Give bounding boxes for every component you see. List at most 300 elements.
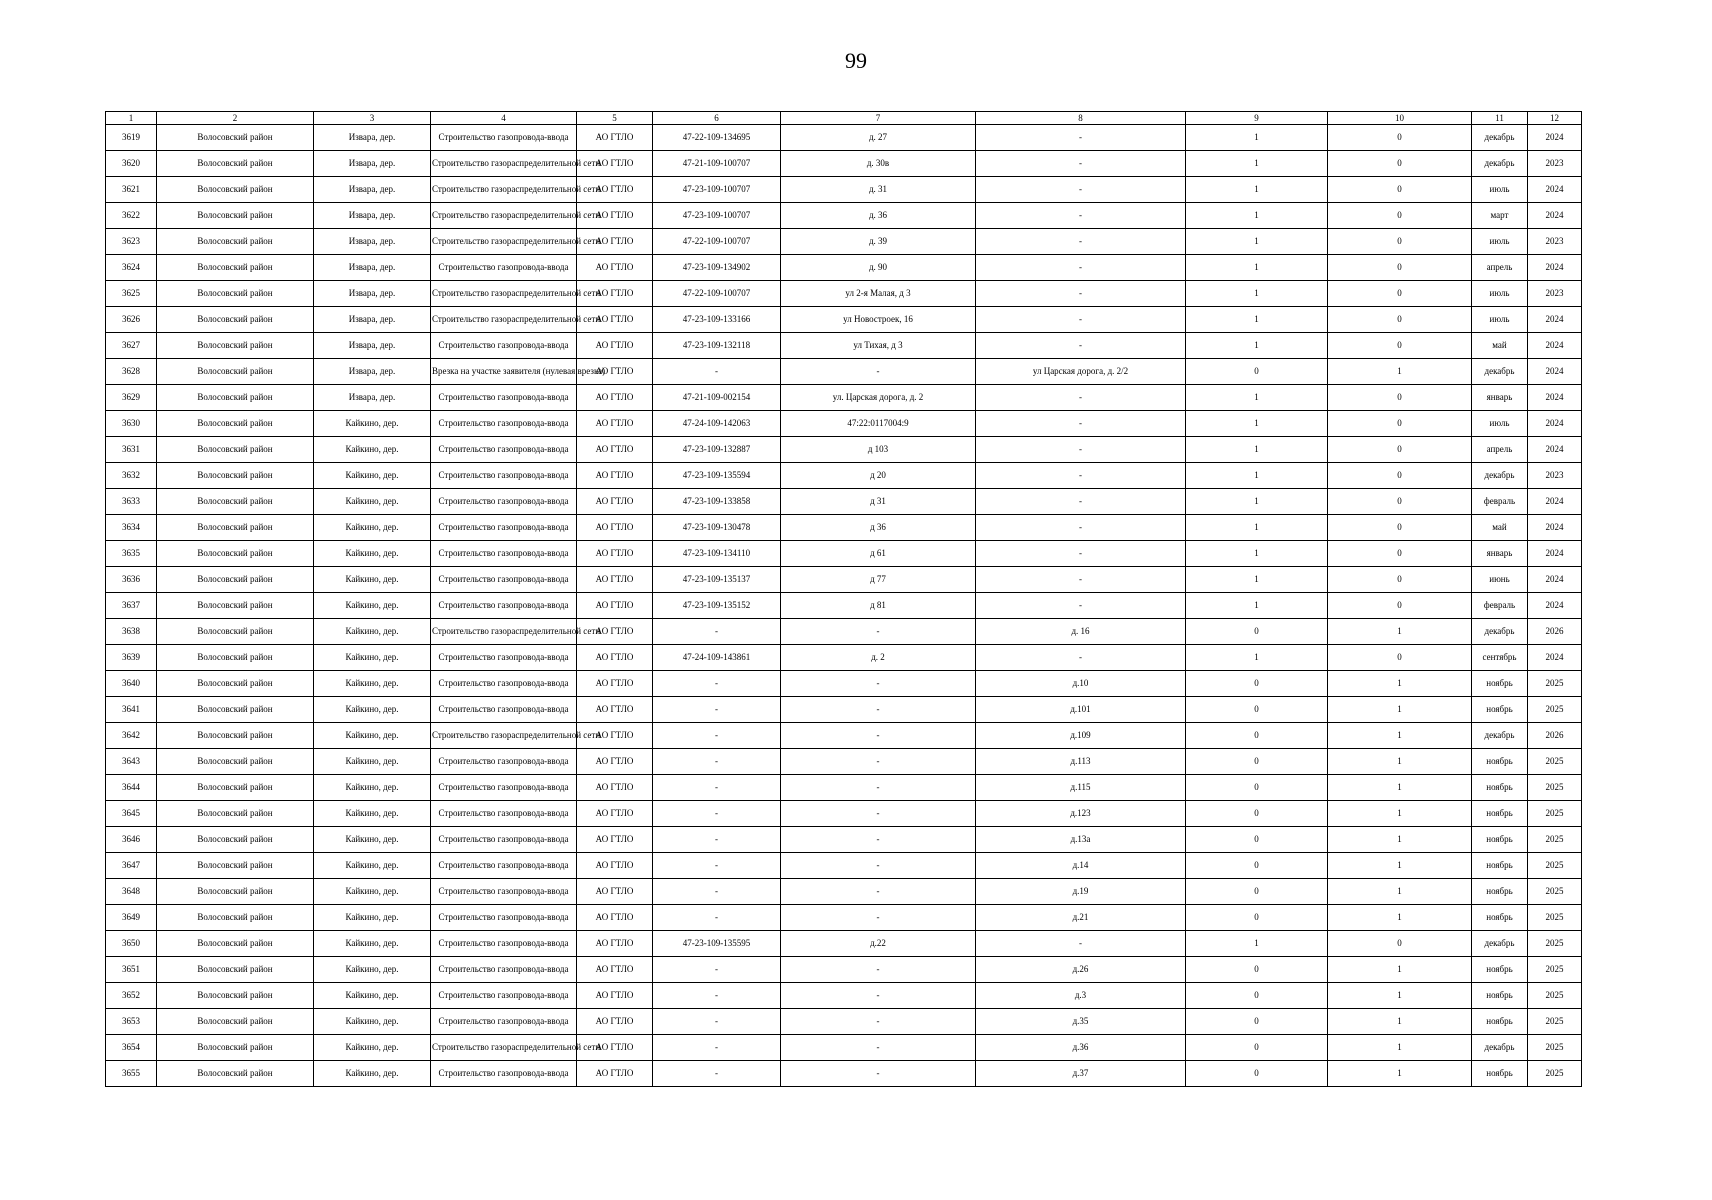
district-cell: Волосовский район — [157, 1009, 314, 1035]
year-cell: 2025 — [1528, 801, 1582, 827]
settlement-cell: Извара, дер. — [314, 255, 431, 281]
table-row — [106, 853, 1582, 879]
count-b-cell: 0 — [1328, 931, 1472, 957]
district-cell: Волосовский район — [157, 593, 314, 619]
count-b-cell: 1 — [1328, 957, 1472, 983]
settlement-cell: Кайкино, дер. — [314, 593, 431, 619]
object-address-cell: д 77 — [781, 567, 976, 593]
settlement-cell: Кайкино, дер. — [314, 801, 431, 827]
settlement-cell: Извара, дер. — [314, 307, 431, 333]
organization-cell: АО ГТЛО — [577, 983, 653, 1009]
settlement-cell: Извара, дер. — [314, 125, 431, 151]
work-type-cell: Строительство газораспределительной сети — [431, 619, 577, 645]
table-row — [106, 307, 1582, 333]
month-cell: май — [1472, 515, 1528, 541]
planned-address-cell: д.115 — [976, 775, 1186, 801]
settlement-cell: Кайкино, дер. — [314, 827, 431, 853]
district-cell: Волосовский район — [157, 255, 314, 281]
month-cell: январь — [1472, 385, 1528, 411]
row-number-cell: 3642 — [106, 723, 157, 749]
count-a-cell: 1 — [1186, 177, 1328, 203]
row-number-cell: 3652 — [106, 983, 157, 1009]
count-b-cell: 1 — [1328, 801, 1472, 827]
object-address-cell: - — [781, 1035, 976, 1061]
table-row — [106, 645, 1582, 671]
count-a-cell: 1 — [1186, 229, 1328, 255]
object-address-cell: ул Тихая, д 3 — [781, 333, 976, 359]
row-number-cell: 3624 — [106, 255, 157, 281]
settlement-cell: Кайкино, дер. — [314, 645, 431, 671]
work-type-cell: Строительство газопровода-ввода — [431, 905, 577, 931]
object-address-cell: - — [781, 983, 976, 1009]
settlement-cell: Извара, дер. — [314, 151, 431, 177]
cadastral-id-cell: - — [653, 775, 781, 801]
planned-address-cell: - — [976, 385, 1186, 411]
count-b-cell: 0 — [1328, 255, 1472, 281]
table-row — [106, 801, 1582, 827]
settlement-cell: Кайкино, дер. — [314, 853, 431, 879]
year-cell: 2026 — [1528, 619, 1582, 645]
count-b-cell: 0 — [1328, 281, 1472, 307]
month-cell: декабрь — [1472, 125, 1528, 151]
column-header: 8 — [976, 112, 1186, 125]
cadastral-id-cell: 47-21-109-002154 — [653, 385, 781, 411]
district-cell: Волосовский район — [157, 541, 314, 567]
month-cell: ноябрь — [1472, 1009, 1528, 1035]
count-a-cell: 0 — [1186, 957, 1328, 983]
planned-address-cell: - — [976, 177, 1186, 203]
organization-cell: АО ГТЛО — [577, 437, 653, 463]
work-type-cell: Строительство газопровода-ввода — [431, 463, 577, 489]
settlement-cell: Кайкино, дер. — [314, 437, 431, 463]
year-cell: 2025 — [1528, 931, 1582, 957]
year-cell: 2025 — [1528, 983, 1582, 1009]
object-address-cell: - — [781, 619, 976, 645]
table-row — [106, 879, 1582, 905]
count-a-cell: 1 — [1186, 593, 1328, 619]
object-address-cell: - — [781, 1009, 976, 1035]
object-address-cell: - — [781, 697, 976, 723]
planned-address-cell: д.123 — [976, 801, 1186, 827]
planned-address-cell: - — [976, 203, 1186, 229]
cadastral-id-cell: - — [653, 801, 781, 827]
column-header: 9 — [1186, 112, 1328, 125]
count-a-cell: 0 — [1186, 775, 1328, 801]
month-cell: июль — [1472, 411, 1528, 437]
settlement-cell: Кайкино, дер. — [314, 697, 431, 723]
settlement-cell: Кайкино, дер. — [314, 905, 431, 931]
organization-cell: АО ГТЛО — [577, 333, 653, 359]
work-type-cell: Строительство газопровода-ввода — [431, 775, 577, 801]
count-a-cell: 1 — [1186, 567, 1328, 593]
organization-cell: АО ГТЛО — [577, 697, 653, 723]
work-type-cell: Строительство газопровода-ввода — [431, 697, 577, 723]
district-cell: Волосовский район — [157, 801, 314, 827]
table-row — [106, 463, 1582, 489]
row-number-cell: 3630 — [106, 411, 157, 437]
month-cell: ноябрь — [1472, 905, 1528, 931]
count-a-cell: 1 — [1186, 411, 1328, 437]
column-header: 6 — [653, 112, 781, 125]
district-cell: Волосовский район — [157, 905, 314, 931]
row-number-cell: 3619 — [106, 125, 157, 151]
organization-cell: АО ГТЛО — [577, 463, 653, 489]
settlement-cell: Кайкино, дер. — [314, 775, 431, 801]
district-cell: Волосовский район — [157, 125, 314, 151]
cadastral-id-cell: - — [653, 853, 781, 879]
count-a-cell: 0 — [1186, 723, 1328, 749]
planned-address-cell: д.19 — [976, 879, 1186, 905]
planned-address-cell: д.109 — [976, 723, 1186, 749]
row-number-cell: 3648 — [106, 879, 157, 905]
work-type-cell: Строительство газораспределительной сети — [431, 203, 577, 229]
cadastral-id-cell: - — [653, 983, 781, 1009]
work-type-cell: Строительство газопровода-ввода — [431, 645, 577, 671]
row-number-cell: 3646 — [106, 827, 157, 853]
count-a-cell: 0 — [1186, 879, 1328, 905]
year-cell: 2024 — [1528, 385, 1582, 411]
row-number-cell: 3654 — [106, 1035, 157, 1061]
row-number-cell: 3631 — [106, 437, 157, 463]
district-cell: Волосовский район — [157, 411, 314, 437]
work-type-cell: Строительство газопровода-ввода — [431, 749, 577, 775]
district-cell: Волосовский район — [157, 437, 314, 463]
count-a-cell: 1 — [1186, 281, 1328, 307]
month-cell: апрель — [1472, 255, 1528, 281]
count-b-cell: 0 — [1328, 541, 1472, 567]
district-cell: Волосовский район — [157, 645, 314, 671]
organization-cell: АО ГТЛО — [577, 151, 653, 177]
year-cell: 2023 — [1528, 151, 1582, 177]
count-a-cell: 0 — [1186, 1009, 1328, 1035]
count-b-cell: 0 — [1328, 437, 1472, 463]
organization-cell: АО ГТЛО — [577, 281, 653, 307]
count-b-cell: 0 — [1328, 489, 1472, 515]
cadastral-id-cell: - — [653, 905, 781, 931]
count-a-cell: 0 — [1186, 359, 1328, 385]
row-number-cell: 3650 — [106, 931, 157, 957]
count-b-cell: 1 — [1328, 905, 1472, 931]
object-address-cell: - — [781, 957, 976, 983]
planned-address-cell: - — [976, 489, 1186, 515]
object-address-cell: д 61 — [781, 541, 976, 567]
count-a-cell: 1 — [1186, 255, 1328, 281]
organization-cell: АО ГТЛО — [577, 515, 653, 541]
settlement-cell: Кайкино, дер. — [314, 957, 431, 983]
district-cell: Волосовский район — [157, 229, 314, 255]
object-address-cell: д. 2 — [781, 645, 976, 671]
row-number-cell: 3634 — [106, 515, 157, 541]
district-cell: Волосовский район — [157, 853, 314, 879]
table-row — [106, 775, 1582, 801]
table-row — [106, 385, 1582, 411]
month-cell: ноябрь — [1472, 1061, 1528, 1087]
work-type-cell: Строительство газопровода-ввода — [431, 957, 577, 983]
count-a-cell: 0 — [1186, 619, 1328, 645]
cadastral-id-cell: 47-21-109-100707 — [653, 151, 781, 177]
count-b-cell: 1 — [1328, 723, 1472, 749]
table-row — [106, 229, 1582, 255]
count-b-cell: 1 — [1328, 983, 1472, 1009]
settlement-cell: Кайкино, дер. — [314, 1035, 431, 1061]
district-cell: Волосовский район — [157, 1035, 314, 1061]
planned-address-cell: д.21 — [976, 905, 1186, 931]
district-cell: Волосовский район — [157, 359, 314, 385]
settlement-cell: Кайкино, дер. — [314, 515, 431, 541]
year-cell: 2024 — [1528, 489, 1582, 515]
year-cell: 2024 — [1528, 333, 1582, 359]
table-row — [106, 983, 1582, 1009]
district-cell: Волосовский район — [157, 957, 314, 983]
settlement-cell: Кайкино, дер. — [314, 879, 431, 905]
district-cell: Волосовский район — [157, 567, 314, 593]
row-number-cell: 3643 — [106, 749, 157, 775]
planned-address-cell: д. 16 — [976, 619, 1186, 645]
organization-cell: АО ГТЛО — [577, 801, 653, 827]
count-a-cell: 1 — [1186, 489, 1328, 515]
settlement-cell: Кайкино, дер. — [314, 619, 431, 645]
object-address-cell: - — [781, 775, 976, 801]
cadastral-id-cell: - — [653, 957, 781, 983]
district-cell: Волосовский район — [157, 151, 314, 177]
month-cell: май — [1472, 333, 1528, 359]
organization-cell: АО ГТЛО — [577, 385, 653, 411]
object-address-cell: - — [781, 359, 976, 385]
count-a-cell: 1 — [1186, 463, 1328, 489]
object-address-cell: д.22 — [781, 931, 976, 957]
year-cell: 2025 — [1528, 853, 1582, 879]
district-cell: Волосовский район — [157, 515, 314, 541]
work-type-cell: Строительство газораспределительной сети — [431, 307, 577, 333]
cadastral-id-cell: 47-23-109-135594 — [653, 463, 781, 489]
year-cell: 2025 — [1528, 905, 1582, 931]
work-type-cell: Строительство газораспределительной сети — [431, 723, 577, 749]
district-cell: Волосовский район — [157, 827, 314, 853]
column-header: 12 — [1528, 112, 1582, 125]
row-number-cell: 3649 — [106, 905, 157, 931]
month-cell: ноябрь — [1472, 879, 1528, 905]
planned-address-cell: д.14 — [976, 853, 1186, 879]
year-cell: 2025 — [1528, 697, 1582, 723]
cadastral-id-cell: 47-22-109-134695 — [653, 125, 781, 151]
organization-cell: АО ГТЛО — [577, 749, 653, 775]
work-type-cell: Строительство газопровода-ввода — [431, 879, 577, 905]
row-number-cell: 3653 — [106, 1009, 157, 1035]
organization-cell: АО ГТЛО — [577, 853, 653, 879]
table-row — [106, 593, 1582, 619]
settlement-cell: Извара, дер. — [314, 281, 431, 307]
month-cell: ноябрь — [1472, 775, 1528, 801]
planned-address-cell: - — [976, 125, 1186, 151]
district-cell: Волосовский район — [157, 671, 314, 697]
count-a-cell: 1 — [1186, 333, 1328, 359]
count-b-cell: 1 — [1328, 1035, 1472, 1061]
cadastral-id-cell: 47-23-109-134110 — [653, 541, 781, 567]
table-row — [106, 1009, 1582, 1035]
row-number-cell: 3627 — [106, 333, 157, 359]
column-number-row — [106, 112, 1582, 125]
object-address-cell: - — [781, 1061, 976, 1087]
planned-address-cell: - — [976, 541, 1186, 567]
planned-address-cell: д.101 — [976, 697, 1186, 723]
table-row — [106, 957, 1582, 983]
month-cell: июль — [1472, 281, 1528, 307]
cadastral-id-cell: 47-24-109-143861 — [653, 645, 781, 671]
planned-address-cell: д.3 — [976, 983, 1186, 1009]
count-a-cell: 1 — [1186, 385, 1328, 411]
cadastral-id-cell: - — [653, 359, 781, 385]
table-row — [106, 749, 1582, 775]
cadastral-id-cell: 47-23-109-133858 — [653, 489, 781, 515]
month-cell: апрель — [1472, 437, 1528, 463]
cadastral-id-cell: 47-23-109-100707 — [653, 177, 781, 203]
planned-address-cell: - — [976, 411, 1186, 437]
row-number-cell: 3637 — [106, 593, 157, 619]
column-header: 11 — [1472, 112, 1528, 125]
cadastral-id-cell: - — [653, 723, 781, 749]
count-b-cell: 1 — [1328, 1061, 1472, 1087]
cadastral-id-cell: 47-23-109-135152 — [653, 593, 781, 619]
table-row — [106, 281, 1582, 307]
year-cell: 2025 — [1528, 827, 1582, 853]
count-b-cell: 0 — [1328, 645, 1472, 671]
table-row — [106, 177, 1582, 203]
count-a-cell: 1 — [1186, 541, 1328, 567]
district-cell: Волосовский район — [157, 385, 314, 411]
month-cell: ноябрь — [1472, 957, 1528, 983]
organization-cell: АО ГТЛО — [577, 775, 653, 801]
settlement-cell: Кайкино, дер. — [314, 749, 431, 775]
planned-address-cell: - — [976, 307, 1186, 333]
table-row — [106, 151, 1582, 177]
year-cell: 2025 — [1528, 1035, 1582, 1061]
year-cell: 2025 — [1528, 1061, 1582, 1087]
cadastral-id-cell: - — [653, 749, 781, 775]
planned-address-cell: - — [976, 645, 1186, 671]
settlement-cell: Извара, дер. — [314, 177, 431, 203]
organization-cell: АО ГТЛО — [577, 593, 653, 619]
planned-address-cell: д.36 — [976, 1035, 1186, 1061]
year-cell: 2023 — [1528, 463, 1582, 489]
month-cell: январь — [1472, 541, 1528, 567]
work-type-cell: Строительство газопровода-ввода — [431, 541, 577, 567]
row-number-cell: 3645 — [106, 801, 157, 827]
organization-cell: АО ГТЛО — [577, 671, 653, 697]
row-number-cell: 3623 — [106, 229, 157, 255]
object-address-cell: д. 36 — [781, 203, 976, 229]
district-cell: Волосовский район — [157, 879, 314, 905]
settlement-cell: Извара, дер. — [314, 385, 431, 411]
object-address-cell: д. 39 — [781, 229, 976, 255]
month-cell: ноябрь — [1472, 983, 1528, 1009]
planned-address-cell: - — [976, 151, 1186, 177]
cadastral-id-cell: 47-23-109-132118 — [653, 333, 781, 359]
count-b-cell: 0 — [1328, 333, 1472, 359]
work-type-cell: Строительство газораспределительной сети — [431, 1035, 577, 1061]
settlement-cell: Извара, дер. — [314, 333, 431, 359]
cadastral-id-cell: 47-23-109-100707 — [653, 203, 781, 229]
year-cell: 2024 — [1528, 567, 1582, 593]
object-address-cell: д 103 — [781, 437, 976, 463]
work-type-cell: Строительство газопровода-ввода — [431, 827, 577, 853]
object-address-cell: д 36 — [781, 515, 976, 541]
organization-cell: АО ГТЛО — [577, 229, 653, 255]
table-row — [106, 619, 1582, 645]
settlement-cell: Кайкино, дер. — [314, 1009, 431, 1035]
work-type-cell: Строительство газопровода-ввода — [431, 385, 577, 411]
row-number-cell: 3632 — [106, 463, 157, 489]
district-cell: Волосовский район — [157, 203, 314, 229]
table-row — [106, 515, 1582, 541]
organization-cell: АО ГТЛО — [577, 723, 653, 749]
cadastral-id-cell: 47-22-109-100707 — [653, 281, 781, 307]
table-row — [106, 1061, 1582, 1087]
count-a-cell: 0 — [1186, 749, 1328, 775]
row-number-cell: 3626 — [106, 307, 157, 333]
year-cell: 2025 — [1528, 775, 1582, 801]
row-number-cell: 3639 — [106, 645, 157, 671]
count-a-cell: 0 — [1186, 1061, 1328, 1087]
organization-cell: АО ГТЛО — [577, 567, 653, 593]
table-row — [106, 255, 1582, 281]
object-address-cell: д. 27 — [781, 125, 976, 151]
count-b-cell: 0 — [1328, 229, 1472, 255]
count-b-cell: 0 — [1328, 125, 1472, 151]
settlement-cell: Кайкино, дер. — [314, 567, 431, 593]
count-a-cell: 1 — [1186, 151, 1328, 177]
work-type-cell: Строительство газопровода-ввода — [431, 333, 577, 359]
organization-cell: АО ГТЛО — [577, 957, 653, 983]
count-b-cell: 0 — [1328, 307, 1472, 333]
count-a-cell: 0 — [1186, 801, 1328, 827]
district-cell: Волосовский район — [157, 983, 314, 1009]
work-type-cell: Строительство газопровода-ввода — [431, 801, 577, 827]
month-cell: декабрь — [1472, 463, 1528, 489]
object-address-cell: - — [781, 723, 976, 749]
planned-address-cell: ул Царская дорога, д. 2/2 — [976, 359, 1186, 385]
planned-address-cell: д.113 — [976, 749, 1186, 775]
work-type-cell: Строительство газопровода-ввода — [431, 983, 577, 1009]
planned-address-cell: - — [976, 333, 1186, 359]
table-row — [106, 541, 1582, 567]
object-address-cell: - — [781, 801, 976, 827]
object-address-cell: - — [781, 853, 976, 879]
work-type-cell: Строительство газопровода-ввода — [431, 671, 577, 697]
table-row — [106, 905, 1582, 931]
month-cell: декабрь — [1472, 931, 1528, 957]
cadastral-id-cell: - — [653, 827, 781, 853]
settlement-cell: Кайкино, дер. — [314, 723, 431, 749]
district-cell: Волосовский район — [157, 775, 314, 801]
planned-address-cell: - — [976, 437, 1186, 463]
object-address-cell: - — [781, 905, 976, 931]
work-type-cell: Строительство газораспределительной сети — [431, 229, 577, 255]
organization-cell: АО ГТЛО — [577, 1009, 653, 1035]
planned-address-cell: д.35 — [976, 1009, 1186, 1035]
row-number-cell: 3633 — [106, 489, 157, 515]
object-address-cell: д. 31 — [781, 177, 976, 203]
district-cell: Волосовский район — [157, 697, 314, 723]
row-number-cell: 3655 — [106, 1061, 157, 1087]
organization-cell: АО ГТЛО — [577, 177, 653, 203]
work-type-cell: Строительство газопровода-ввода — [431, 255, 577, 281]
year-cell: 2025 — [1528, 879, 1582, 905]
year-cell: 2024 — [1528, 125, 1582, 151]
table-row — [106, 359, 1582, 385]
cadastral-id-cell: 47-23-109-134902 — [653, 255, 781, 281]
organization-cell: АО ГТЛО — [577, 125, 653, 151]
district-cell: Волосовский район — [157, 749, 314, 775]
